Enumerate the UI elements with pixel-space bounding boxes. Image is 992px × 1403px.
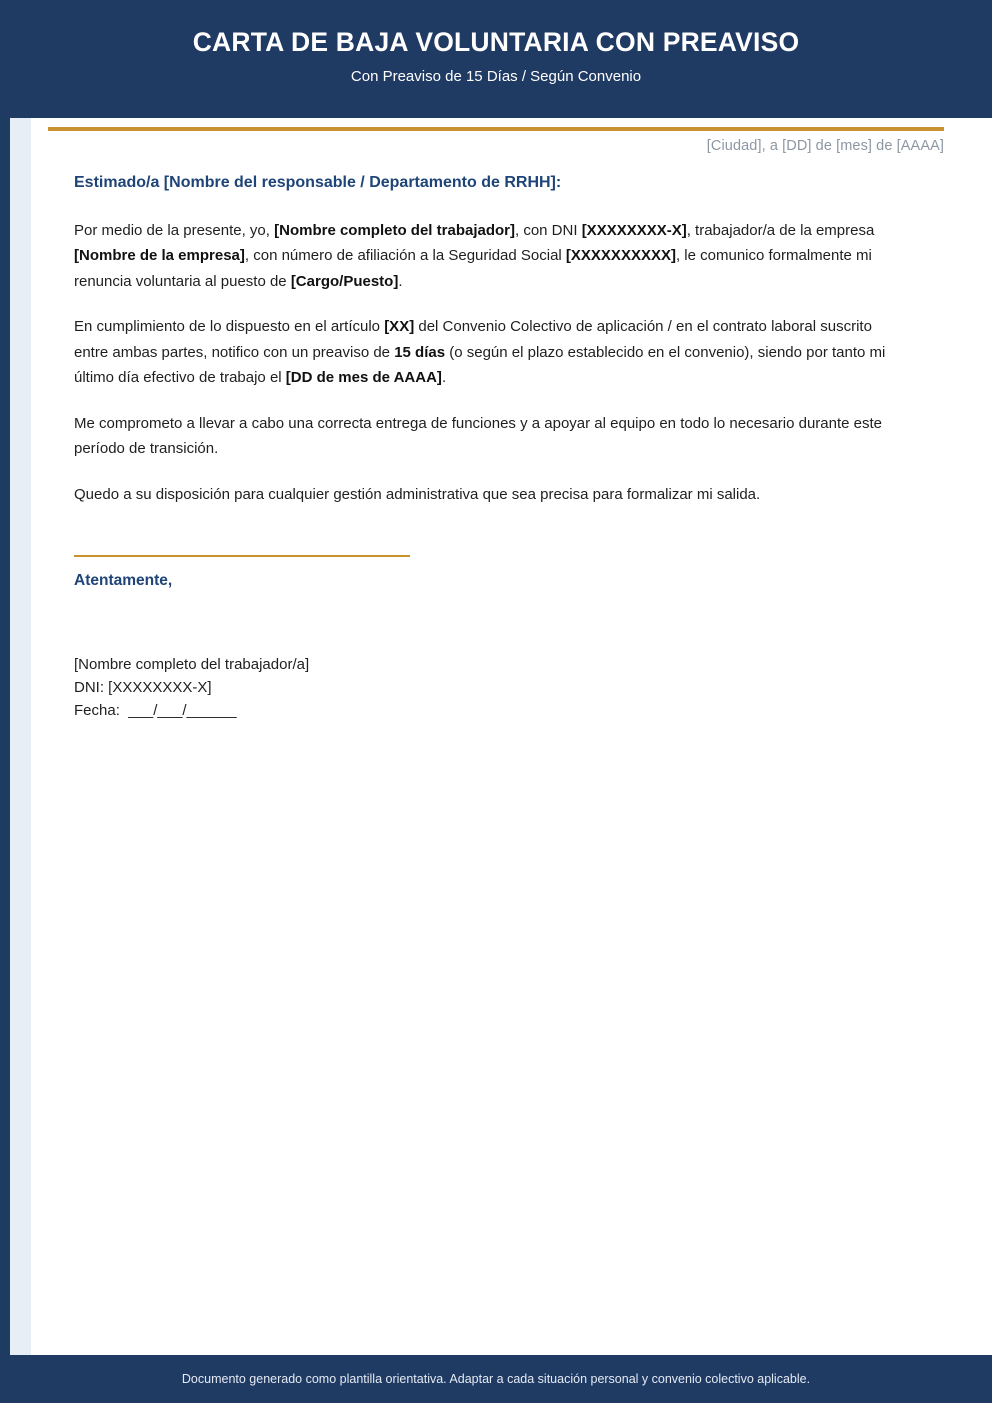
par-identificacion xyxy=(74,218,909,295)
paragraph-text: Quedo a su disposición para cualquier gestión administrativa que sea precisa para formalizar mi salida. xyxy=(74,485,761,503)
par-transicion xyxy=(74,411,909,462)
placeholder-field: [XXXXXXXX-X] xyxy=(581,221,687,239)
paragraph-text: . xyxy=(398,272,403,290)
top-gold-divider xyxy=(48,127,944,131)
document-header xyxy=(0,0,992,118)
par-preaviso xyxy=(74,314,909,391)
paragraph-text: del Convenio Colectivo de aplicación / en el contrato laboral suscrito entre ambas partes, notifico con un preaviso de xyxy=(74,318,872,361)
signer-name-line: [Nombre completo del trabajador/a] xyxy=(74,656,310,674)
paragraph-text: , trabajador/a de la empresa xyxy=(686,221,875,239)
placeholder-field: [XXXXXXXXXX] xyxy=(565,247,676,265)
page-subtitle: Con Preaviso de 15 Días / Según Convenio xyxy=(350,67,642,85)
left-tint-strip xyxy=(10,118,31,1355)
paragraph-text: Me comprometo a llevar a cabo una correcta entrega de funciones y a apoyar al equipo en todo lo necesario durante este período de transición. xyxy=(74,414,883,458)
document-footer xyxy=(0,1355,992,1403)
placeholder-field: [XX] xyxy=(384,318,415,336)
sign-off-label: Atentamente, xyxy=(74,572,173,590)
signer-block xyxy=(74,653,944,722)
placeholder-field: [DD de mes de AAAA] xyxy=(285,369,442,387)
page-area xyxy=(0,118,992,1355)
paragraph-text: En cumplimiento de lo dispuesto en el artículo xyxy=(74,318,385,336)
placeholder-field: [Nombre de la empresa] xyxy=(74,247,245,265)
date-line: [Ciudad], a [DD] de [mes] de [AAAA] xyxy=(706,138,944,154)
par-disposicion xyxy=(74,482,909,508)
paragraph-text: , le comunico formalmente mi renuncia voluntaria al puesto de xyxy=(74,247,872,290)
signer-date-field-line: Fecha: ___/___/______ xyxy=(74,702,237,720)
signature-gold-rule xyxy=(74,555,410,557)
letter-sheet xyxy=(31,118,992,1355)
signer-dni-line: DNI: [XXXXXXXX-X] xyxy=(74,679,212,697)
paragraph-text: (o según el plazo establecido en el convenio), siendo por tanto mi último día efectivo de trabajo el xyxy=(74,343,886,387)
paragraph-text: , con número de afiliación a la Seguridad Social xyxy=(244,247,566,265)
paragraph-text: Por medio de la presente, yo, xyxy=(74,221,275,239)
letter-content xyxy=(74,173,944,722)
placeholder-field: 15 días xyxy=(394,343,446,361)
placeholder-field: [Nombre completo del trabajador] xyxy=(274,221,515,239)
paragraph-text: , con DNI xyxy=(515,221,582,239)
letter-paragraphs xyxy=(74,218,944,508)
placeholder-field: [Cargo/Puesto] xyxy=(290,272,399,290)
left-navy-edge-bar xyxy=(0,118,10,1355)
greeting-line: Estimado/a [Nombre del responsable / Departamento de RRHH]: xyxy=(74,174,562,191)
page-title: CARTA DE BAJA VOLUNTARIA CON PREAVISO xyxy=(192,27,800,57)
footer-note: Documento generado como plantilla orientativa. Adaptar a cada situación personal y convenio colectivo aplicable. xyxy=(181,1371,811,1386)
paragraph-text: . xyxy=(441,369,447,387)
